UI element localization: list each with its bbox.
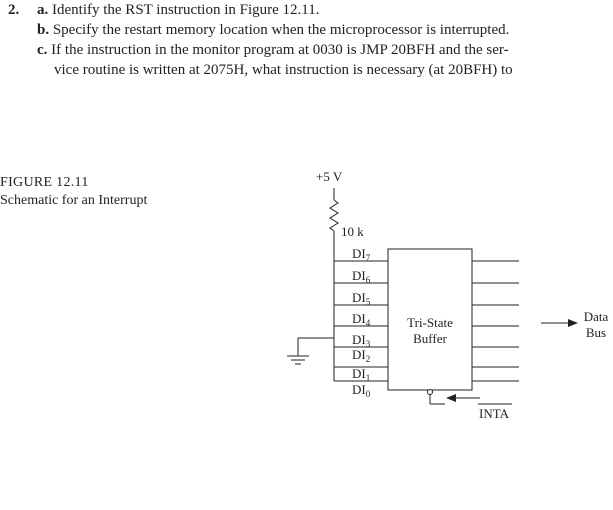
part-c-text-line2: vice routine is written at 2075H, what instruction is necessary (at 20BFH) to [54, 62, 513, 78]
di-label-5: $DI_5$ [352, 290, 371, 307]
problem-number: 2. [8, 2, 20, 18]
figure-title: FIGURE 12.11 [0, 175, 89, 190]
part-a-label: a. [37, 2, 49, 18]
data-bus-label-line1: Data [583, 309, 609, 324]
resistor-symbol [330, 200, 338, 231]
figure-caption: Schematic for an Interrupt [0, 193, 148, 208]
inta-label: INTA [479, 406, 510, 421]
di-label-2: $DI_2$ [352, 347, 371, 364]
supply-label: +5 V [316, 169, 343, 184]
resistor-label: 10 k [341, 224, 364, 239]
part-b-text: Specify the restart memory location when the microprocessor is interrupted. [52, 22, 510, 38]
di-label-6: $DI_6$ [352, 268, 371, 285]
data-bus-label-line2: Bus [585, 325, 607, 340]
di-label-4: $DI_4$ [352, 311, 371, 328]
part-a-text: Identify the RST instruction in Figure 12.11. [52, 2, 320, 18]
buffer-label-line1: Tri-State [407, 315, 453, 330]
data-bus-arrowhead [568, 319, 578, 327]
di-labels [352, 246, 371, 399]
di-label-3: $DI_3$ [352, 332, 371, 349]
di-label-7: $DI_7$ [352, 246, 371, 263]
di-label-0: $DI_0$ [352, 382, 371, 399]
part-b-label: b. [37, 22, 50, 38]
inta-arrowhead [446, 394, 456, 402]
part-c-label: c. [37, 42, 48, 58]
di-label-1: $DI_1$ [352, 366, 371, 383]
buffer-label-line2: Buffer [413, 331, 447, 346]
enable-bubble [428, 390, 433, 395]
part-c-text-line1: If the instruction in the monitor program at 0030 is JMP 20BFH and the ser- [51, 42, 509, 58]
